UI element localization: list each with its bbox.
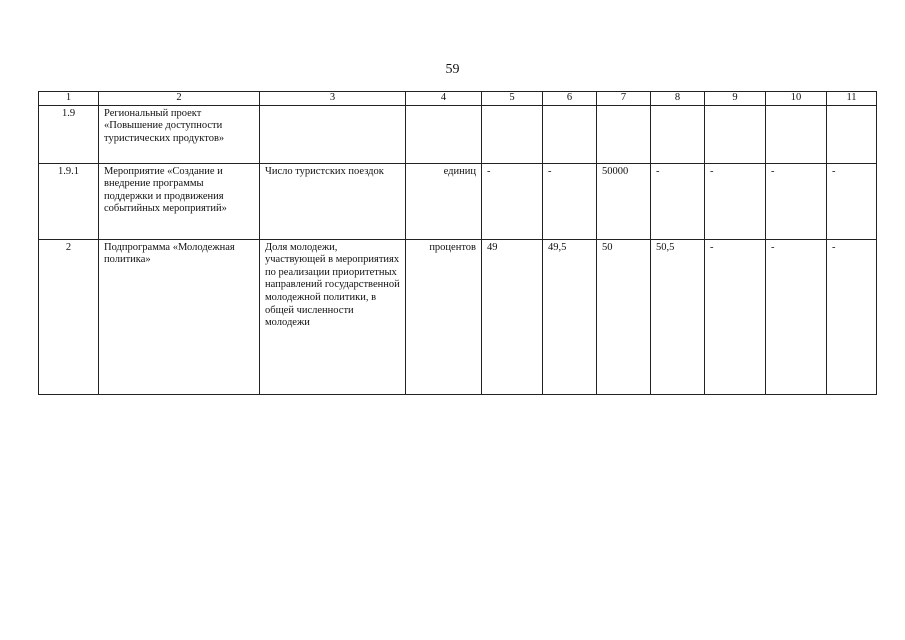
- row-name-cell: Подпрограмма «Молодежная политика»: [99, 239, 260, 394]
- header-cell: 10: [766, 92, 827, 106]
- header-cell: 9: [705, 92, 766, 106]
- row-value-cell: [597, 105, 651, 163]
- table-row: [39, 105, 877, 163]
- header-cell: 4: [406, 92, 482, 106]
- table-row: [39, 163, 877, 239]
- row-value-cell: [482, 105, 543, 163]
- indicators-table: [38, 91, 877, 395]
- header-cell: 7: [597, 92, 651, 106]
- row-value-cell: -: [705, 239, 766, 394]
- page-number: 59: [445, 62, 460, 77]
- row-value-cell: [705, 105, 766, 163]
- row-value-cell: 50,5: [651, 239, 705, 394]
- table-row: [39, 239, 877, 394]
- row-value-cell: [766, 105, 827, 163]
- row-value-cell: [543, 105, 597, 163]
- row-number-cell: 1.9.1: [39, 163, 99, 239]
- row-unit-cell: единиц: [406, 163, 482, 239]
- header-cell: 11: [827, 92, 877, 106]
- row-indicator-cell: Число туристских поездок: [260, 163, 406, 239]
- header-cell: 6: [543, 92, 597, 106]
- row-name-cell: Региональный проект «Повышение доступности туристических продуктов»: [99, 105, 260, 163]
- row-number-cell: 1.9: [39, 105, 99, 163]
- row-value-cell: -: [705, 163, 766, 239]
- row-unit-cell: [406, 105, 482, 163]
- row-unit-cell: процентов: [406, 239, 482, 394]
- row-name-cell: Мероприятие «Создание и внедрение программы поддержки и продвижения событийных мероприятий»: [99, 163, 260, 239]
- table-header-row: [39, 92, 877, 106]
- row-value-cell: -: [827, 239, 877, 394]
- header-cell: 1: [39, 92, 99, 106]
- header-cell: 2: [99, 92, 260, 106]
- row-indicator-cell: [260, 105, 406, 163]
- row-value-cell: -: [766, 163, 827, 239]
- row-number-cell: 2: [39, 239, 99, 394]
- row-value-cell: -: [766, 239, 827, 394]
- row-value-cell: 49,5: [543, 239, 597, 394]
- row-value-cell: 50: [597, 239, 651, 394]
- row-value-cell: 50000: [597, 163, 651, 239]
- row-value-cell: -: [482, 163, 543, 239]
- row-indicator-cell: Доля молодежи, участвующей в мероприятиях по реализации приоритетных направлений государственной молодежной политики, в общей численности молодежи: [260, 239, 406, 394]
- row-value-cell: [827, 105, 877, 163]
- header-cell: 8: [651, 92, 705, 106]
- row-value-cell: 49: [482, 239, 543, 394]
- row-value-cell: -: [651, 163, 705, 239]
- row-value-cell: [651, 105, 705, 163]
- row-value-cell: -: [827, 163, 877, 239]
- header-cell: 5: [482, 92, 543, 106]
- row-value-cell: -: [543, 163, 597, 239]
- header-cell: 3: [260, 92, 406, 106]
